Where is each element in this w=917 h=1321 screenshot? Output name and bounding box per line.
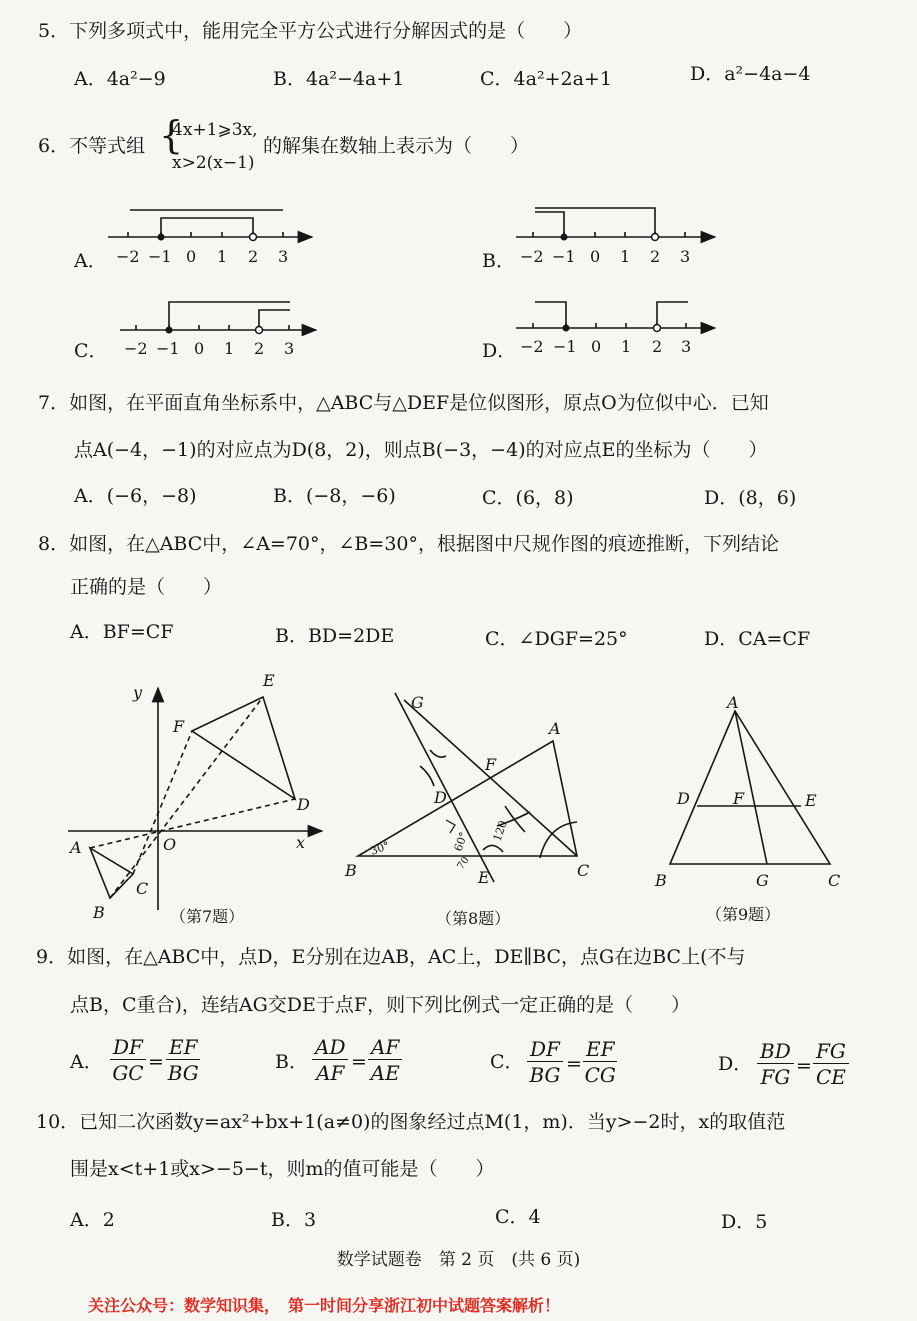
fig9-triangle-abc — [670, 711, 830, 864]
q7-line2: 点A(−4，−1)的对应点为D(8，2)，则点B(−3，−4)的对应点E的坐标为（ ） — [74, 439, 768, 461]
q8-option-a: A．BF=CF — [70, 621, 174, 643]
q7-option-d: D．(8，6) — [704, 487, 797, 509]
q8-option-c: C．∠DGF=25° — [485, 628, 628, 650]
nl-a-tick-0: −2 — [116, 247, 140, 266]
q6-option-d-letter: D． — [482, 340, 517, 362]
q6-option-c-letter: C． — [74, 340, 108, 362]
q5-option-a: A．4a²−9 — [74, 68, 166, 90]
q7-line1: 7．如图，在平面直角坐标系中，△ABC与△DEF是位似图形，原点O为位似中心．已知 — [38, 392, 769, 414]
svg-text:−2: −2 — [520, 247, 544, 266]
fig7-triangle-abc — [90, 848, 133, 898]
fig9-label-a: A — [727, 693, 739, 712]
q9-line1: 9．如图，在△ABC中，点D，E分别在边AB，AC上，DE∥BC，点G在边BC上(不与 — [36, 946, 746, 968]
svg-text:2: 2 — [652, 337, 663, 356]
q9-b-eq: = — [351, 1051, 367, 1073]
svg-text:−1: −1 — [553, 337, 577, 356]
nl-a-tick-5: 3 — [278, 247, 289, 266]
fig7-label-y: y — [133, 683, 143, 702]
fig7-label-o: O — [163, 835, 177, 854]
q10-option-a: A．2 — [70, 1209, 115, 1231]
q6-option-a-letter: A． — [74, 250, 107, 272]
q6-inequality-2: x>2(x−1) — [172, 153, 255, 173]
figure-9 — [670, 711, 830, 864]
q8-option-d: D．CA=CF — [704, 628, 811, 650]
q9-c-frac1: $\frac{DF}{BG}$ — [527, 1038, 563, 1086]
fig8-angle-120: 120 — [490, 818, 511, 844]
q9-b-frac2: $\frac{AF}{AE}$ — [368, 1036, 402, 1084]
q10-option-b: B．3 — [271, 1209, 317, 1231]
svg-text:1: 1 — [621, 337, 632, 356]
fig7-label-x: x — [296, 833, 306, 852]
nl-a-tick-4: 2 — [248, 247, 259, 266]
q9-a-frac1: $\frac{DF}{GC}$ — [110, 1036, 146, 1084]
q10-line1: 10．已知二次函数y=ax²+bx+1(a≠0)的图象经过点M(1，m)．当y>−2时，x的取值范 — [36, 1111, 786, 1133]
q9-option-d-letter: D． — [718, 1053, 753, 1075]
q9-c-frac2: $\frac{EF}{CG}$ — [584, 1037, 616, 1087]
q6-stem-suffix: 的解集在数轴上表示为（ ） — [263, 135, 530, 157]
fig7-label-e: E — [263, 671, 275, 690]
fig7-label-f: F — [173, 717, 185, 736]
fig9-label-e: E — [805, 791, 817, 810]
q6-inequality-1: 4x+1⩾3x, — [172, 120, 258, 140]
q9-line2: 点B，C重合)，连结AG交DE于点F，则下列比例式一定正确的是（ ） — [70, 994, 691, 1016]
q5-option-b: B．4a²−4a+1 — [273, 68, 405, 90]
fig8-caption: （第8题） — [436, 909, 511, 928]
q5-stem: 5．下列多项式中，能用完全平方公式进行分解因式的是（ ） — [38, 20, 583, 42]
fig9-label-c: C — [828, 871, 841, 890]
fig8-label-a: A — [549, 719, 561, 738]
fig8-label-e: E — [478, 868, 490, 887]
q6-brace: { — [159, 113, 184, 157]
svg-text:−1: −1 — [552, 247, 576, 266]
svg-text:−1: −1 — [156, 339, 180, 358]
svg-text:2: 2 — [650, 247, 661, 266]
q8-line2: 正确的是（ ） — [70, 576, 223, 598]
promo-notice: 关注公众号：数学知识集， 第一时间分享浙江初中试题答案解析！ — [88, 1296, 561, 1315]
fig7-label-a: A — [70, 838, 82, 857]
nl-a-tick-2: 0 — [186, 247, 197, 266]
q7-option-c: C．(6，8) — [482, 487, 574, 509]
q9-d-frac2: $\frac{FG}{CE}$ — [813, 1040, 849, 1088]
svg-text:0: 0 — [194, 339, 205, 358]
q8-option-b: B．BD=2DE — [275, 625, 395, 647]
fig8-label-f: F — [485, 755, 497, 774]
svg-text:0: 0 — [591, 337, 602, 356]
fig7-label-c: C — [136, 879, 149, 898]
fig8-label-c: C — [577, 861, 590, 880]
svg-text:2: 2 — [254, 339, 265, 358]
fig7-label-d: D — [297, 795, 310, 814]
svg-text:3: 3 — [680, 247, 691, 266]
q9-d-frac1: $\frac{BD}{FG}$ — [757, 1040, 794, 1088]
fig9-caption: （第9题） — [706, 905, 781, 924]
fig9-label-g: G — [756, 871, 769, 890]
q8-line1: 8．如图，在△ABC中，∠A=70°，∠B=30°，根据图中尺规作图的痕迹推断，下列结论 — [38, 533, 779, 555]
svg-text:0: 0 — [590, 247, 601, 266]
q10-option-d: D．5 — [721, 1211, 768, 1233]
svg-text:−2: −2 — [124, 339, 148, 358]
q5-option-c: C．4a²+2a+1 — [480, 68, 612, 90]
svg-text:1: 1 — [620, 247, 631, 266]
q6-option-b-letter: B． — [482, 250, 515, 272]
q5-option-d: D．a²−4a−4 — [690, 63, 811, 85]
q9-c-eq: = — [566, 1053, 582, 1075]
fig8-label-d: D — [434, 788, 447, 807]
fig8-angle-60: 60° — [451, 830, 471, 854]
q9-a-eq: = — [148, 1051, 164, 1073]
fig9-segment-ag — [735, 711, 767, 864]
q9-option-a-letter: A． — [70, 1051, 103, 1073]
fig8-angle-30: 30° — [368, 838, 392, 858]
fig8-angle-70: 70 — [455, 854, 472, 872]
q9-a-frac2: $\frac{EF}{BG}$ — [167, 1035, 199, 1085]
q6-stem-prefix: 6．不等式组 — [38, 135, 146, 157]
svg-text:3: 3 — [681, 337, 692, 356]
figure-7 — [68, 688, 322, 910]
nl-a-tick-1: −1 — [148, 247, 172, 266]
fig8-label-b: B — [345, 861, 357, 880]
q7-option-b: B．(−8，−6) — [273, 485, 396, 507]
page-footer: 数学试题卷 第 2 页 (共 6 页) — [336, 1250, 581, 1270]
q9-b-frac1: $\frac{AD}{AF}$ — [312, 1036, 348, 1084]
svg-text:3: 3 — [284, 339, 295, 358]
figure-8 — [358, 693, 577, 882]
fig7-triangle-def — [192, 697, 295, 799]
q9-d-eq: = — [796, 1055, 812, 1077]
fig7-label-b: B — [93, 903, 105, 922]
fig9-label-f: F — [733, 789, 745, 808]
q10-line2: 围是x<t+1或x>−5−t，则m的值可能是（ ） — [70, 1158, 495, 1180]
nl-a-tick-3: 1 — [217, 247, 228, 266]
fig8-label-g: G — [411, 693, 424, 712]
fig9-label-b: B — [655, 871, 667, 890]
q7-option-a: A．(−6，−8) — [74, 485, 197, 507]
fig9-label-d: D — [677, 789, 690, 808]
svg-text:−2: −2 — [520, 337, 544, 356]
fig7-caption: （第7题） — [170, 907, 245, 926]
q9-option-b-letter: B． — [275, 1051, 308, 1073]
q10-option-c: C．4 — [495, 1206, 541, 1228]
svg-text:1: 1 — [224, 339, 235, 358]
q9-option-c-letter: C． — [490, 1051, 524, 1073]
